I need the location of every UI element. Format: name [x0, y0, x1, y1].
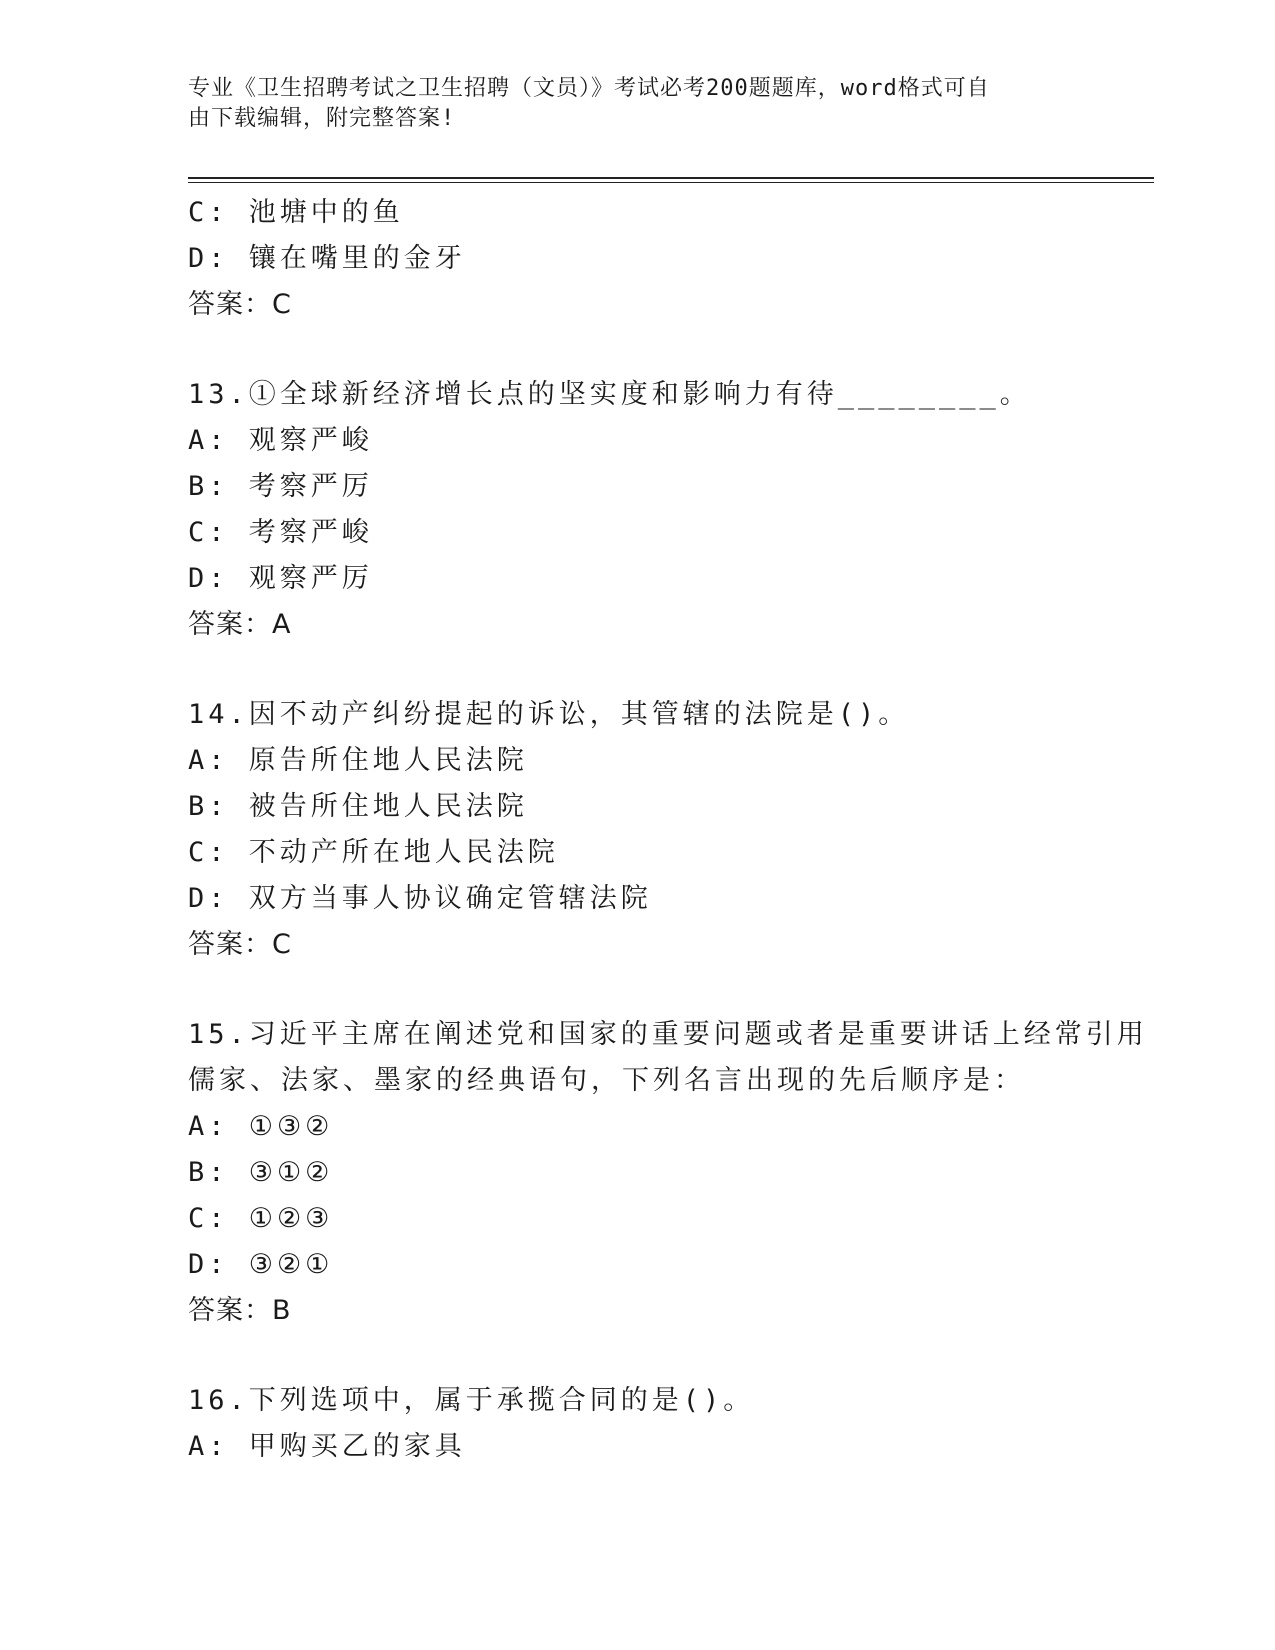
question-13 — [188, 372, 1088, 648]
answer-line: 答案：C — [188, 929, 292, 960]
question-stem: 16.下列选项中，属于承揽合同的是()。 — [188, 1385, 755, 1416]
spacer — [188, 1334, 1088, 1378]
spacer — [188, 968, 1088, 1012]
header-title-line-1: 专业《卫生招聘考试之卫生招聘（文员）》考试必考200题题库，word格式可自 — [188, 76, 990, 101]
option-d: D: 观察严厉 — [188, 563, 373, 594]
answer-line: 答案：B — [188, 1295, 292, 1326]
question-stem: 14.因不动产纠纷提起的诉讼，其管辖的法院是()。 — [188, 699, 910, 730]
question-stem-line-2: 儒家、法家、墨家的经典语句，下列名言出现的先后顺序是： — [188, 1065, 1025, 1096]
spacer — [188, 328, 1088, 372]
question-stem: 13.①全球新经济增长点的坚实度和影响力有待________。 — [188, 379, 1031, 410]
option-b: B: 被告所住地人民法院 — [188, 791, 528, 822]
header-title-line-2: 由下载编辑，附完整答案! — [188, 106, 456, 131]
answer-line: 答案：A — [188, 609, 292, 640]
question-stem-line-1: 15.习近平主席在阐述党和国家的重要问题或者是重要讲话上经常引用 — [188, 1019, 1148, 1050]
option-a: A: 甲购买乙的家具 — [188, 1431, 466, 1462]
option-a: A: 观察严峻 — [188, 425, 373, 456]
question-list — [188, 190, 1148, 1470]
option-d: D: 镶在嘴里的金牙 — [188, 243, 466, 274]
header-divider-thick — [188, 177, 1154, 179]
option-b: B: ③①② — [188, 1157, 334, 1188]
option-c: C: 池塘中的鱼 — [188, 197, 404, 228]
option-b: B: 考察严厉 — [188, 471, 373, 502]
question-12-tail — [188, 190, 1088, 328]
option-d: D: 双方当事人协议确定管辖法院 — [188, 883, 652, 914]
spacer — [188, 648, 1088, 692]
option-c: C: ①②③ — [188, 1203, 334, 1234]
answer-line: 答案：C — [188, 289, 292, 320]
question-16 — [188, 1378, 1088, 1470]
document-header — [188, 74, 1068, 134]
option-a: A: ①③② — [188, 1111, 334, 1142]
header-divider-thin — [188, 182, 1154, 183]
option-c: C: 不动产所在地人民法院 — [188, 837, 559, 868]
option-d: D: ③②① — [188, 1249, 334, 1280]
question-15 — [188, 1012, 1148, 1334]
question-14 — [188, 692, 1088, 968]
option-a: A: 原告所住地人民法院 — [188, 745, 528, 776]
option-c: C: 考察严峻 — [188, 517, 373, 548]
